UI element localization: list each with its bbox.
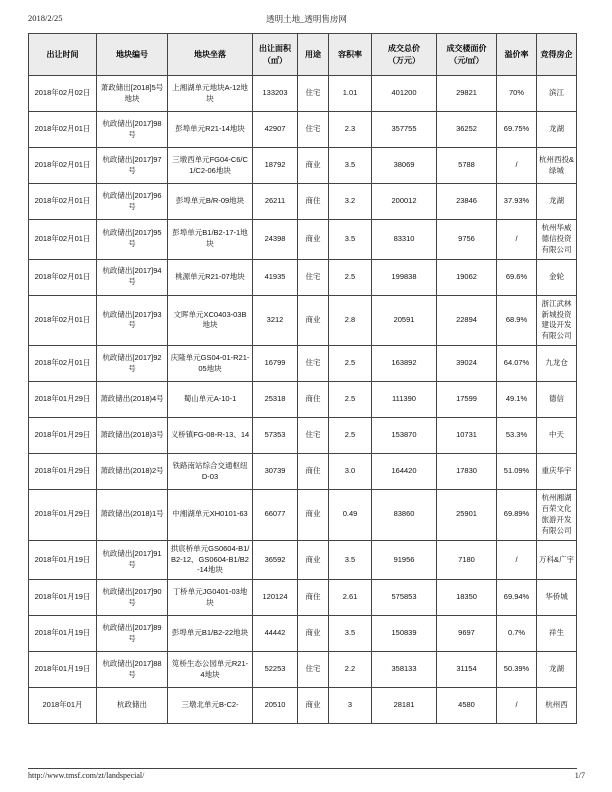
table-row [29, 295, 577, 346]
cell-floor-price: 29821 [437, 76, 497, 112]
cell-winner: 中天 [537, 418, 577, 454]
cell-location: 三墩西单元FG04-C6/C1/C2-06地块 [168, 148, 253, 184]
column-header-unit: （㎡） [263, 55, 287, 65]
cell-total-price: 163892 [372, 346, 437, 382]
cell-use: 商住 [298, 454, 329, 490]
column-header-block-no [97, 34, 168, 76]
cell-premium: / [497, 688, 537, 724]
cell-date: 2018年01月29日 [29, 454, 97, 490]
cell-premium: 51.09% [497, 454, 537, 490]
cell-far: 2.8 [329, 295, 372, 346]
cell-location: 上湘湖单元地块A-12地块 [168, 76, 253, 112]
table-row [29, 148, 577, 184]
cell-block-no: 杭政储出[2017]97号 [97, 148, 168, 184]
table-row [29, 346, 577, 382]
cell-area: 25318 [253, 382, 298, 418]
column-header-label: 溢价率 [504, 49, 529, 59]
table-row [29, 580, 577, 616]
cell-area: 36592 [253, 540, 298, 580]
cell-winner: 杭州华威德信投资有限公司 [537, 220, 577, 260]
document-footer [28, 771, 585, 780]
cell-area: 16799 [253, 346, 298, 382]
column-header-label: 出让时间 [46, 49, 79, 59]
cell-far: 2.61 [329, 580, 372, 616]
column-header-far [329, 34, 372, 76]
cell-total-price: 358133 [372, 652, 437, 688]
cell-block-no: 萧政储出(2018)4号 [97, 382, 168, 418]
cell-location: 拱宸桥单元GS0604-B1/B2-12、GS0604-B1/B2-14地块 [168, 540, 253, 580]
column-header-label: 地块编号 [116, 49, 148, 59]
cell-premium: 53.3% [497, 418, 537, 454]
cell-block-no: 杭政储出[2017]98号 [97, 112, 168, 148]
cell-premium: 69.75% [497, 112, 537, 148]
cell-winner: 杭州湘湖百荣文化旅游开发有限公司 [537, 490, 577, 541]
cell-far: 3.5 [329, 148, 372, 184]
cell-block-no: 萧政储出(2018)2号 [97, 454, 168, 490]
cell-total-price: 357755 [372, 112, 437, 148]
column-header-use [298, 34, 329, 76]
table-row [29, 259, 577, 295]
cell-total-price: 200012 [372, 184, 437, 220]
cell-floor-price: 7180 [437, 540, 497, 580]
cell-use: 住宅 [298, 76, 329, 112]
cell-location: 中湘湖单元XH0101-63 [168, 490, 253, 541]
cell-premium: / [497, 540, 537, 580]
cell-location: 彭埠单元B1/B2-22地块 [168, 616, 253, 652]
cell-winner: 杭州西 [537, 688, 577, 724]
cell-premium: 69.94% [497, 580, 537, 616]
cell-total-price: 38069 [372, 148, 437, 184]
cell-location: 文晖单元XC0403-03B地块 [168, 295, 253, 346]
cell-date: 2018年01月 [29, 688, 97, 724]
cell-far: 3.5 [329, 220, 372, 260]
cell-winner: 龙湖 [537, 112, 577, 148]
cell-floor-price: 23846 [437, 184, 497, 220]
print-date: 2018/2/25 [28, 13, 63, 23]
cell-use: 商业 [298, 295, 329, 346]
cell-floor-price: 39024 [437, 346, 497, 382]
cell-far: 3.2 [329, 184, 372, 220]
cell-floor-price: 10731 [437, 418, 497, 454]
cell-far: 1.01 [329, 76, 372, 112]
column-header-label: 地块坐落 [194, 49, 226, 59]
cell-date: 2018年02月01日 [29, 184, 97, 220]
cell-total-price: 111390 [372, 382, 437, 418]
cell-total-price: 83310 [372, 220, 437, 260]
cell-total-price: 575853 [372, 580, 437, 616]
cell-area: 30739 [253, 454, 298, 490]
cell-floor-price: 22894 [437, 295, 497, 346]
cell-location: 彭埠单元B/R-09地块 [168, 184, 253, 220]
cell-block-no: 杭政储出[2017]94号 [97, 259, 168, 295]
cell-floor-price: 4580 [437, 688, 497, 724]
cell-use: 商业 [298, 220, 329, 260]
column-header-location [168, 34, 253, 76]
cell-area: 20510 [253, 688, 298, 724]
cell-area: 26211 [253, 184, 298, 220]
column-header-unit: （万元） [388, 55, 420, 65]
cell-far: 2.5 [329, 418, 372, 454]
cell-use: 商住 [298, 580, 329, 616]
cell-floor-price: 5788 [437, 148, 497, 184]
cell-use: 商业 [298, 490, 329, 541]
cell-use: 住宅 [298, 418, 329, 454]
cell-date: 2018年01月29日 [29, 418, 97, 454]
cell-far: 3.0 [329, 454, 372, 490]
table-row [29, 418, 577, 454]
table-row [29, 112, 577, 148]
cell-block-no: 杭政储出[2017]90号 [97, 580, 168, 616]
cell-total-price: 28181 [372, 688, 437, 724]
column-header-label: 出让面积 [259, 43, 291, 53]
cell-use: 商业 [298, 616, 329, 652]
cell-total-price: 401200 [372, 76, 437, 112]
document-header [28, 13, 585, 25]
cell-block-no: 杭政储出[2017]92号 [97, 346, 168, 382]
cell-total-price: 20591 [372, 295, 437, 346]
cell-location: 三墩北单元B-C2- [168, 688, 253, 724]
column-header-total-price [372, 34, 437, 76]
cell-total-price: 91956 [372, 540, 437, 580]
column-header-premium [497, 34, 537, 76]
cell-far: 0.49 [329, 490, 372, 541]
cell-date: 2018年02月01日 [29, 220, 97, 260]
table-row [29, 490, 577, 541]
column-header-unit: （元/㎡） [449, 55, 484, 65]
cell-block-no: 杭政储出[2017]89号 [97, 616, 168, 652]
cell-date: 2018年01月19日 [29, 580, 97, 616]
table-row [29, 652, 577, 688]
cell-winner: 九龙仓 [537, 346, 577, 382]
cell-date: 2018年01月19日 [29, 652, 97, 688]
cell-premium: / [497, 148, 537, 184]
cell-block-no: 萧政储出(2018)1号 [97, 490, 168, 541]
cell-area: 3212 [253, 295, 298, 346]
cell-use: 住宅 [298, 112, 329, 148]
cell-floor-price: 19062 [437, 259, 497, 295]
cell-winner: 祥生 [537, 616, 577, 652]
table-row [29, 616, 577, 652]
table-row [29, 688, 577, 724]
cell-winner: 龙湖 [537, 184, 577, 220]
page-title: 透明土地_透明售房网 [266, 14, 347, 24]
cell-use: 商业 [298, 540, 329, 580]
cell-total-price: 83860 [372, 490, 437, 541]
cell-far: 2.5 [329, 346, 372, 382]
table-header [29, 34, 577, 76]
cell-block-no: 萧政储出(2018)3号 [97, 418, 168, 454]
cell-location: 铁路南站综合交通枢纽D-03 [168, 454, 253, 490]
column-header-label: 成交楼面价 [446, 43, 487, 53]
cell-far: 2.3 [329, 112, 372, 148]
land-transactions-table [28, 33, 577, 724]
cell-block-no: 杭政储出[2017]93号 [97, 295, 168, 346]
cell-far: 2.2 [329, 652, 372, 688]
cell-winner: 华侨城 [537, 580, 577, 616]
cell-premium: 0.7% [497, 616, 537, 652]
cell-location: 桃源单元R21-07地块 [168, 259, 253, 295]
cell-block-no: 杭政储出[2017]96号 [97, 184, 168, 220]
table-body [29, 76, 577, 724]
cell-area: 42907 [253, 112, 298, 148]
cell-winner: 龙湖 [537, 652, 577, 688]
cell-use: 商业 [298, 688, 329, 724]
cell-date: 2018年02月01日 [29, 346, 97, 382]
cell-floor-price: 17599 [437, 382, 497, 418]
cell-premium: 37.93% [497, 184, 537, 220]
cell-area: 66077 [253, 490, 298, 541]
table-header-row [29, 34, 577, 76]
table-row [29, 220, 577, 260]
cell-floor-price: 31154 [437, 652, 497, 688]
cell-premium: / [497, 220, 537, 260]
cell-winner: 万科&广宇 [537, 540, 577, 580]
cell-location: 丁桥单元JG0401-03地块 [168, 580, 253, 616]
cell-area: 52253 [253, 652, 298, 688]
cell-block-no: 萧政储出[2018]5号地块 [97, 76, 168, 112]
cell-floor-price: 9697 [437, 616, 497, 652]
cell-floor-price: 9756 [437, 220, 497, 260]
cell-date: 2018年01月29日 [29, 382, 97, 418]
cell-use: 住宅 [298, 259, 329, 295]
cell-date: 2018年02月01日 [29, 148, 97, 184]
cell-far: 3.5 [329, 616, 372, 652]
cell-far: 3.5 [329, 540, 372, 580]
cell-area: 41935 [253, 259, 298, 295]
cell-date: 2018年02月01日 [29, 259, 97, 295]
cell-date: 2018年01月29日 [29, 490, 97, 541]
cell-winner: 浙江武林新城投资建设开发有限公司 [537, 295, 577, 346]
column-header-label: 竞得房企 [540, 49, 573, 59]
cell-use: 商住 [298, 184, 329, 220]
cell-location: 义桥镇FG-08-R-13、14 [168, 418, 253, 454]
table-page-clip [28, 33, 577, 769]
column-header-label: 成交总价 [388, 43, 420, 53]
cell-winner: 滨江 [537, 76, 577, 112]
cell-winner: 德信 [537, 382, 577, 418]
cell-total-price: 150839 [372, 616, 437, 652]
cell-area: 120124 [253, 580, 298, 616]
cell-location: 笕桥生态公园单元R21-4地块 [168, 652, 253, 688]
cell-floor-price: 17830 [437, 454, 497, 490]
cell-date: 2018年02月02日 [29, 76, 97, 112]
cell-far: 3 [329, 688, 372, 724]
cell-total-price: 153870 [372, 418, 437, 454]
cell-date: 2018年01月19日 [29, 540, 97, 580]
cell-premium: 64.07% [497, 346, 537, 382]
cell-area: 18792 [253, 148, 298, 184]
cell-premium: 49.1% [497, 382, 537, 418]
cell-block-no: 杭政储出[2017]88号 [97, 652, 168, 688]
cell-date: 2018年02月01日 [29, 112, 97, 148]
cell-far: 2.5 [329, 382, 372, 418]
column-header-floor-price [437, 34, 497, 76]
cell-floor-price: 36252 [437, 112, 497, 148]
cell-area: 24398 [253, 220, 298, 260]
cell-winner: 重庆华宇 [537, 454, 577, 490]
cell-use: 住宅 [298, 652, 329, 688]
cell-location: 彭埠单元B1/B2-17-1地块 [168, 220, 253, 260]
cell-total-price: 199838 [372, 259, 437, 295]
column-header-label: 容积率 [338, 49, 362, 59]
column-header-label: 用途 [305, 49, 321, 59]
cell-location: 庆隆单元GS04-01-R21-05地块 [168, 346, 253, 382]
cell-premium: 50.39% [497, 652, 537, 688]
page-number: 1/7 [574, 771, 585, 780]
cell-area: 133203 [253, 76, 298, 112]
cell-block-no: 杭政储出 [97, 688, 168, 724]
cell-date: 2018年01月19日 [29, 616, 97, 652]
cell-premium: 68.9% [497, 295, 537, 346]
cell-area: 44442 [253, 616, 298, 652]
column-header-date [29, 34, 97, 76]
cell-floor-price: 25901 [437, 490, 497, 541]
cell-floor-price: 18350 [437, 580, 497, 616]
cell-premium: 70% [497, 76, 537, 112]
table-row [29, 184, 577, 220]
cell-winner: 杭州西投&绿城 [537, 148, 577, 184]
cell-area: 57353 [253, 418, 298, 454]
cell-block-no: 杭政储出[2017]91号 [97, 540, 168, 580]
table-row [29, 382, 577, 418]
cell-far: 2.5 [329, 259, 372, 295]
table-row [29, 454, 577, 490]
cell-premium: 69.89% [497, 490, 537, 541]
cell-use: 商住 [298, 382, 329, 418]
table-row [29, 540, 577, 580]
cell-location: 蜀山单元A-10-1 [168, 382, 253, 418]
cell-total-price: 164420 [372, 454, 437, 490]
cell-use: 商业 [298, 148, 329, 184]
column-header-winner [537, 34, 577, 76]
cell-winner: 金轮 [537, 259, 577, 295]
cell-use: 住宅 [298, 346, 329, 382]
footer-url: http://www.tmsf.com/zt/landspecial/ [28, 771, 145, 780]
cell-block-no: 杭政储出[2017]95号 [97, 220, 168, 260]
cell-premium: 69.6% [497, 259, 537, 295]
cell-location: 彭埠单元R21-14地块 [168, 112, 253, 148]
table-row [29, 76, 577, 112]
column-header-area [253, 34, 298, 76]
cell-date: 2018年02月01日 [29, 295, 97, 346]
